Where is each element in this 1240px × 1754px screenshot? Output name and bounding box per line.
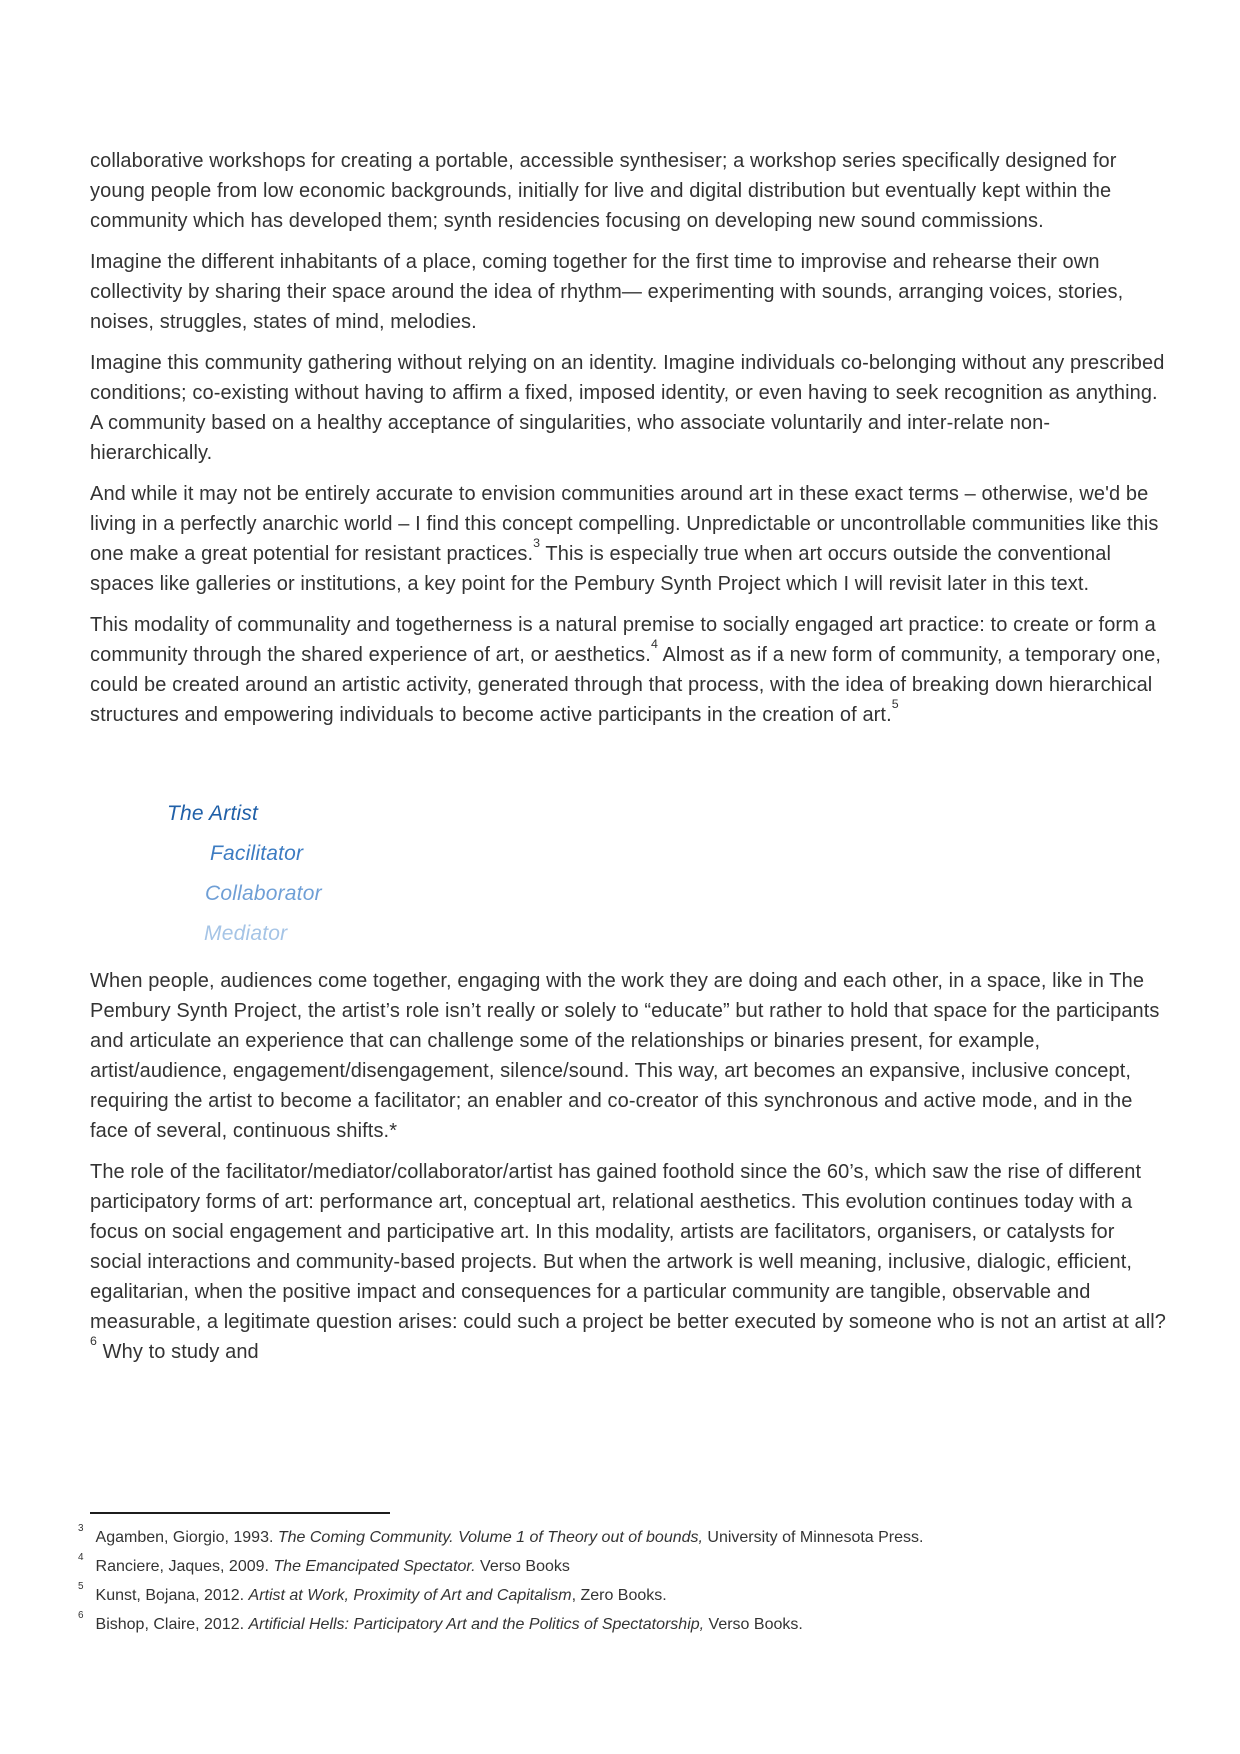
footnote-3 xyxy=(78,1523,1162,1552)
footnote-6 xyxy=(78,1610,1162,1639)
footnote-text: Agamben, Giorgio, 1993. The Coming Community. Volume 1 of Theory out of bounds, University of Minnesota Press. xyxy=(95,1529,924,1546)
heading-collaborator: Collaborator xyxy=(205,882,322,905)
paragraph-7: The role of the facilitator/mediator/collaborator/artist has gained foothold since the 60’s, which saw the rise of different participatory forms of art: performance art, conceptual art, relational aesthetics. This evolution continues today with a focus on social engagement and participative art. In this modality, artists are facilitators, organisers, or catalysts for social interactions and community-based projects. But when the artwork is well meaning, inclusive, dialogic, efficient, egalitarian, when the positive impact and consequences for a particular community are tangible, observable and measurable, a legitimate question arises: could such a project be better executed by someone who is not an artist at all?$^6$ Why to study and xyxy=(90,1161,1167,1363)
footnote-number: 4 xyxy=(78,1552,84,1564)
footnote-4 xyxy=(78,1552,1162,1581)
footnote-text: Kunst, Bojana, 2012. Artist at Work, Proximity of Art and Capitalism, Zero Books. xyxy=(95,1587,667,1604)
paragraph-5: This modality of communality and togetherness is a natural premise to socially engaged art practice: to create or form a community through the shared experience of art, or aesthetics.$^4$ Almost as if a new form of community, a temporary one, could be created around an artistic activity, generated through that process, with the idea of breaking down hierarchical structures and empowering individuals to become active participants in the creation of art.$^5$ xyxy=(90,614,1162,726)
footnote-text: Bishop, Claire, 2012. Artificial Hells: Participatory Art and the Politics of Spectatorship, Verso Books. xyxy=(95,1616,803,1633)
body-text xyxy=(90,146,1168,1378)
paragraph-4: And while it may not be entirely accurate to envision communities around art in these exact terms – otherwise, we'd be living in a perfectly anarchic world – I find this concept compelling. Unpredictable or uncontrollable communities like this one make a great potential for resistant practices.$^3$ This is especially true when art occurs outside the conventional spaces like galleries or institutions, a key point for the Pembury Synth Project which I will revisit later in this text. xyxy=(90,483,1159,595)
footnote-5 xyxy=(78,1581,1162,1610)
paragraph-6: When people, audiences come together, engaging with the work they are doing and each other, in a space, like in The Pembury Synth Project, the artist’s role isn’t really or solely to “educate” but rather to hold that space for the participants and articulate an experience that can challenge some of the relationships or binaries present, for example, artist/audience, engagement/disengagement, silence/sound. This way, art becomes an expansive, inclusive concept, requiring the artist to become a facilitator; an enabler and co-creator of this synchronous and active mode, and in the face of several, continuous shifts.* xyxy=(90,970,1160,1142)
heading-facilitator: Facilitator xyxy=(210,842,304,865)
role-headings xyxy=(90,794,1168,954)
heading-mediator: Mediator xyxy=(204,922,288,945)
footnote-number: 5 xyxy=(78,1581,84,1593)
paragraph-3: Imagine this community gathering without relying on an identity. Imagine individuals co-belonging without any prescribed conditions; co-existing without having to affirm a fixed, imposed identity, or even having to seek recognition as anything. A community based on a healthy acceptance of singularities, who associate voluntarily and inter-relate non-hierarchically. xyxy=(90,352,1165,464)
footnote-number: 6 xyxy=(78,1610,84,1622)
paragraph-2: Imagine the different inhabitants of a place, coming together for the first time to improvise and rehearse their own collectivity by sharing their space around the idea of rhythm— experimenting with sounds, arranging voices, stories, noises, struggles, states of mind, melodies. xyxy=(90,251,1124,333)
footnotes xyxy=(78,1512,1162,1639)
footnote-separator xyxy=(90,1512,390,1514)
footnote-text: Ranciere, Jaques, 2009. The Emancipated Spectator. Verso Books xyxy=(95,1558,570,1575)
heading-the-artist: The Artist xyxy=(167,802,259,825)
paragraph-1: collaborative workshops for creating a portable, accessible synthesiser; a workshop series specifically designed for young people from low economic backgrounds, initially for live and digital distribution but eventually kept within the community which has developed them; synth residencies focusing on developing new sound commissions. xyxy=(90,150,1117,232)
footnote-number: 3 xyxy=(78,1523,84,1535)
